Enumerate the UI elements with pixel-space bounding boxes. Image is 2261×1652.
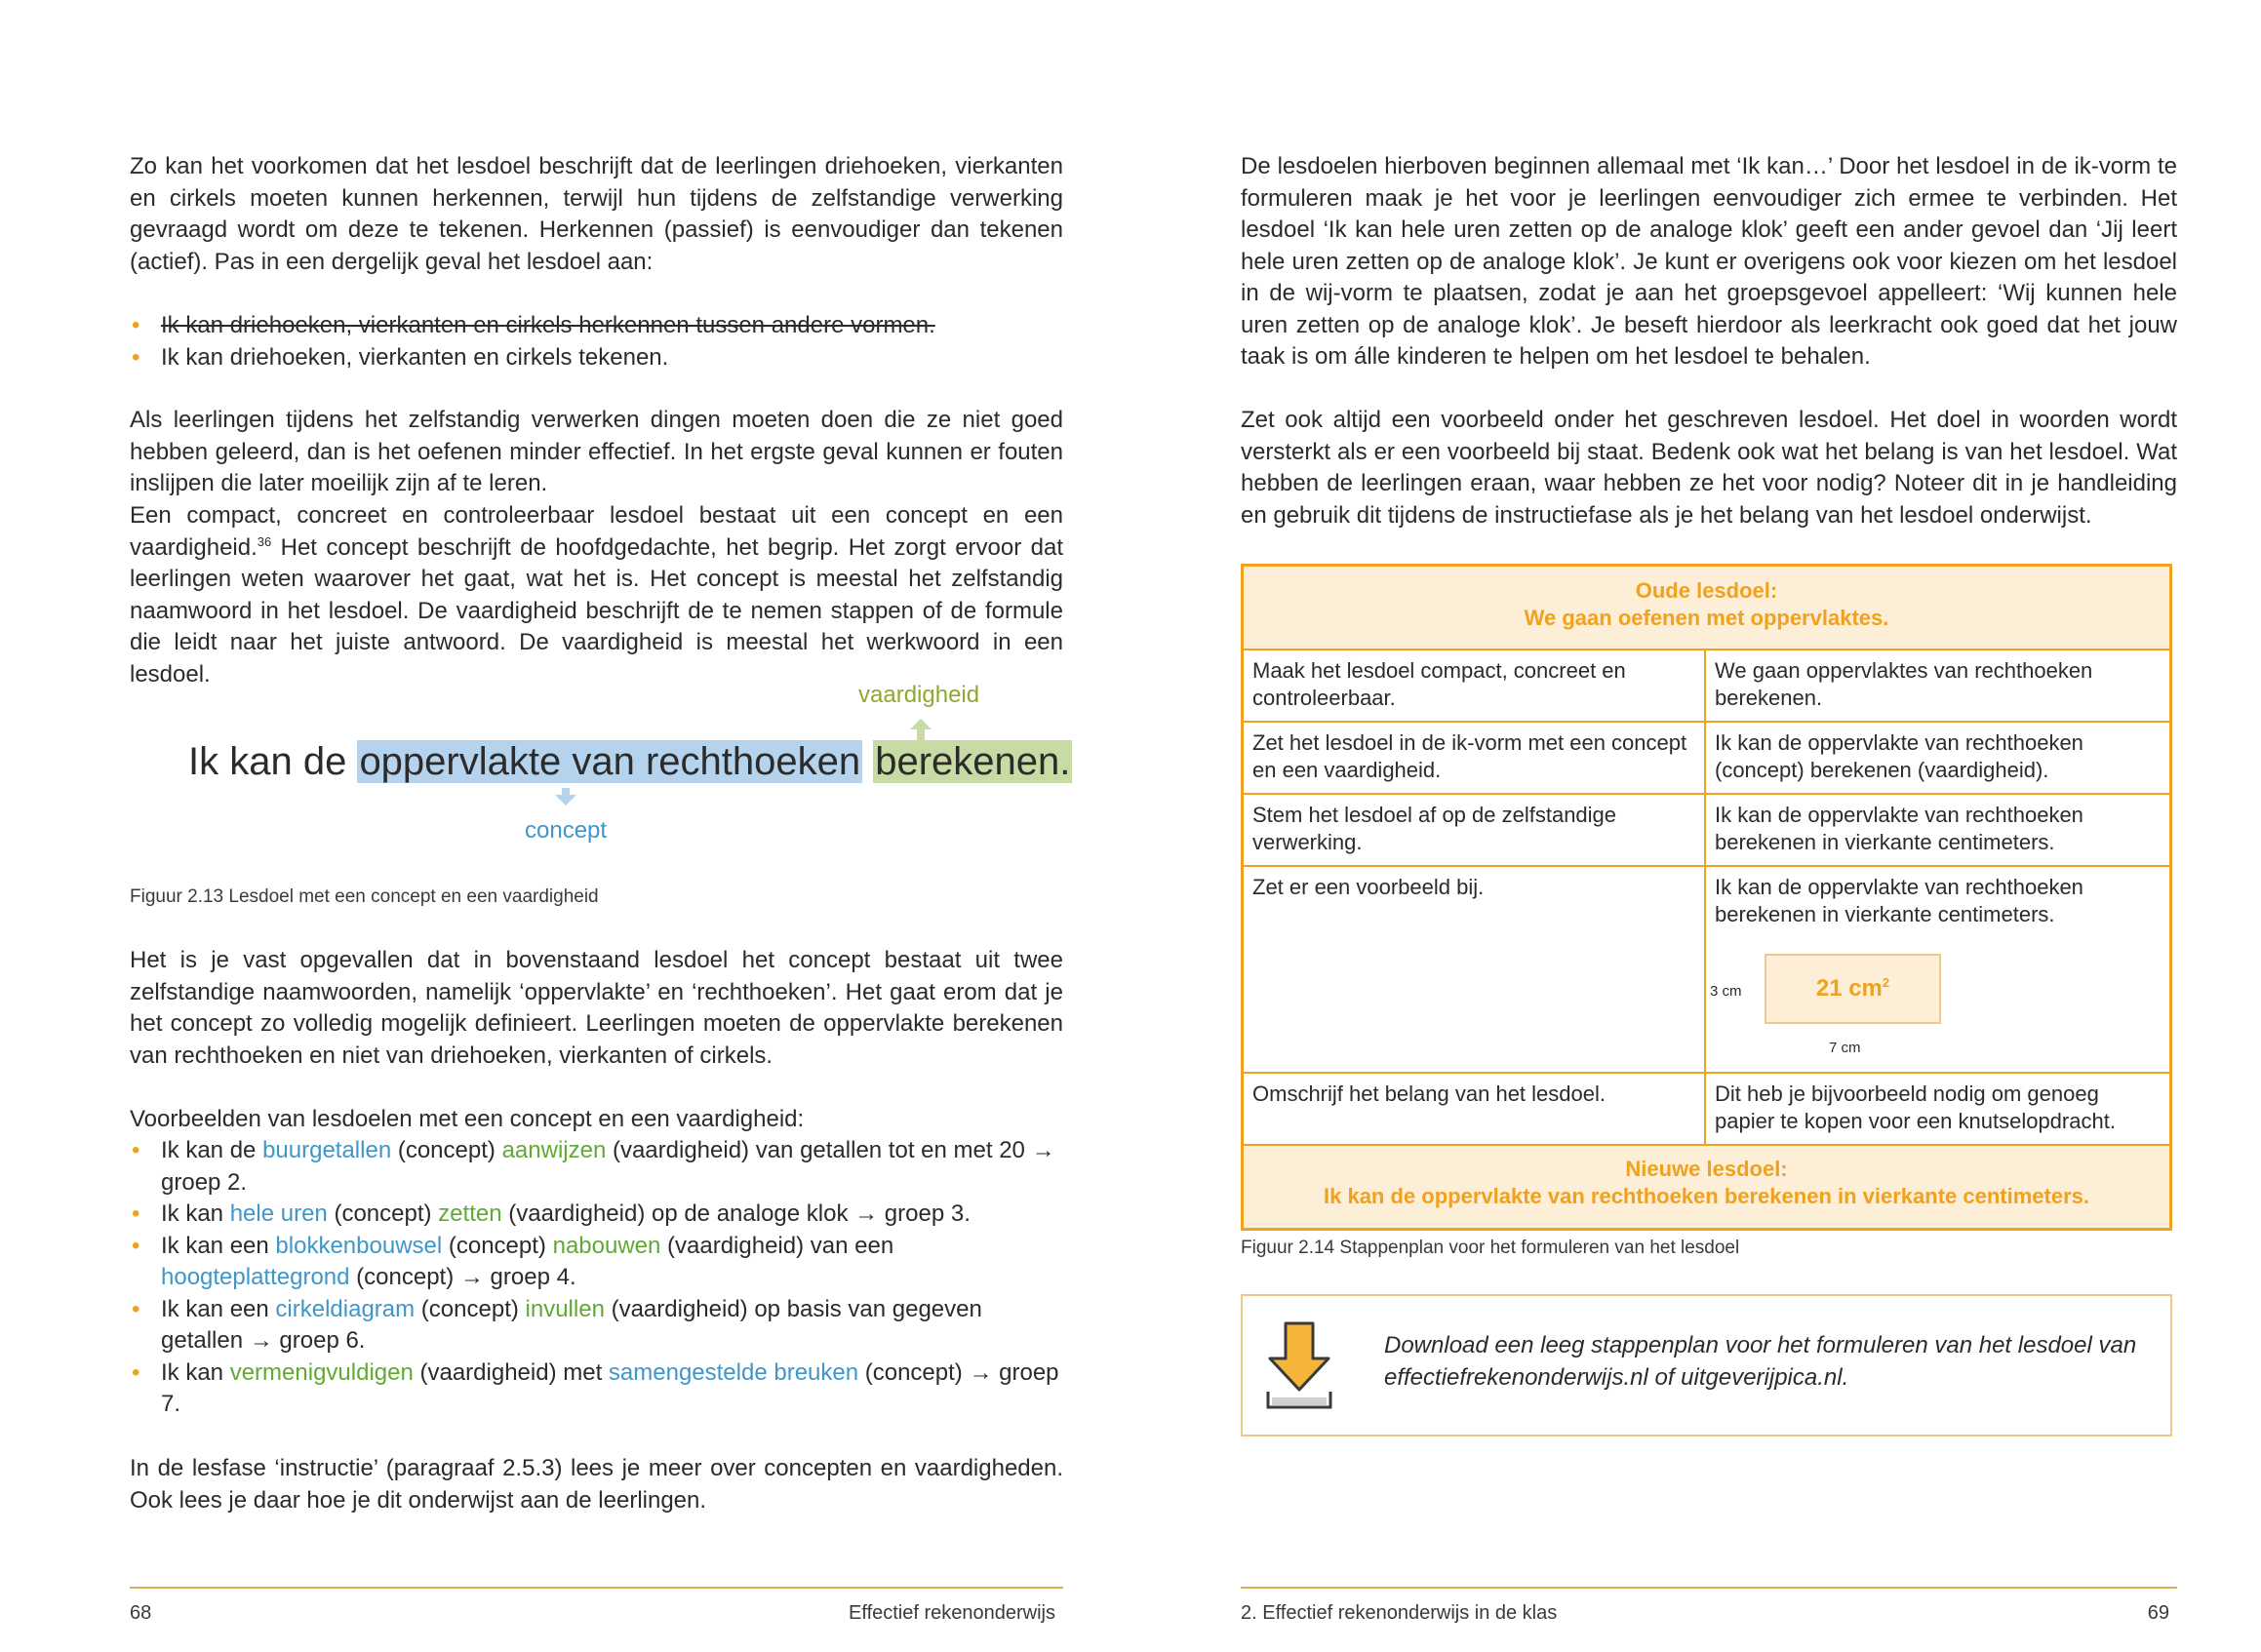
paragraph-concept-definition: Het is je vast opgevallen dat in bovenstaand lesdoel het concept bestaat uit twee zelfstandige naamwoorden, namelijk ‘oppervlakte’ en ‘rechthoeken’. Het gaat erom dat je het concept zo volledig mogelijk definieert. Leerlingen moeten de oppervlakte berekenen van rechthoeken en niet van driehoeken, vierkanten of cirkels. bbox=[130, 947, 1063, 1069]
paragraph-intro: Zo kan het voorkomen dat het lesdoel beschrijft dat de leerlingen driehoeken, vierkanten en cirkels moeten kunnen herkennen, terwijl hun tijdens de zelfstandige verwerking gevraagd wordt om deze te tekenen. Herkennen (passief) is eenvoudiger dan tekenen (actief). Pas in een dergelijk geval het lesdoel aan: bbox=[130, 153, 1063, 275]
paragraph-voorbeeld: Zet ook altijd een voorbeeld onder het geschreven lesdoel. Het doel in woorden wordt versterkt als er een voorbeeld bij staat. Bedenk ook wat het belang is van het lesdoel. Wat hebben de leerlingen eraan, waar hebben ze het voor nodig? Noteer dit in je handleiding en gebruik dit tijdens de instructiefase als je het belang van het lesdoel onderwijst. bbox=[1241, 407, 2177, 529]
label-concept: concept bbox=[525, 817, 608, 844]
rectangle-height-label: 3 cm bbox=[1710, 983, 1742, 1000]
bullet-item-new: • Ik kan driehoeken, vierkanten en cirkels tekenen. bbox=[130, 342, 1063, 374]
table-row bbox=[1244, 867, 2169, 1074]
arrow-down-icon bbox=[555, 795, 576, 806]
bullet-dot-icon: • bbox=[132, 312, 140, 338]
page-number: 69 bbox=[2147, 1602, 2169, 1624]
result-cell: Ik kan de oppervlakte van rechthoeken berekenen in vierkante centimeters. bbox=[1715, 803, 2083, 854]
bullet-item-struck: • Ik kan driehoeken, vierkanten en cirkels herkennen tussen andere vormen. bbox=[130, 310, 1063, 342]
result-cell: Ik kan de oppervlakte van rechthoeken (concept) berekenen (vaardigheid). bbox=[1715, 730, 2083, 782]
result-cell-example bbox=[1706, 867, 2169, 1072]
running-head: 2. Effectief rekenonderwijs in de klas bbox=[1241, 1602, 1558, 1624]
download-text: Download een leeg stappenplan voor het formuleren van het lesdoel van effectiefrekenonderwijs.nl of uitgeverijpica.nl. bbox=[1384, 1332, 2137, 1391]
paragraph-practice: Als leerlingen tijdens het zelfstandig verwerken dingen moeten doen die ze niet goed hebben geleerd, dan is het oefenen minder effectief. In het ergste geval kunnen er fouten inslijpen die later moeilijk zijn af te leren. bbox=[130, 407, 1063, 496]
bullet-list-shapes bbox=[130, 310, 1063, 374]
bullet-dot-icon: • bbox=[132, 343, 140, 371]
table-row bbox=[1244, 723, 2169, 795]
bullet-dot-icon: • bbox=[132, 1295, 140, 1322]
download-icon bbox=[1264, 1319, 1334, 1413]
step-cell: Zet het lesdoel in de ik-vorm met een concept en een vaardigheid. bbox=[1244, 723, 1706, 793]
step-cell: Maak het lesdoel compact, concreet en controleerbaar. bbox=[1244, 650, 1706, 721]
new-goal-label: Nieuwe lesdoel: bbox=[1625, 1157, 1788, 1181]
examples-list bbox=[130, 1135, 1063, 1421]
stappenplan-table bbox=[1241, 564, 2172, 1231]
example-item: • Ik kan hele uren (concept) zetten (vaardigheid) op de analoge klok → groep 3. bbox=[130, 1199, 1063, 1231]
new-goal-text: Ik kan de oppervlakte van rechthoeken berekenen in vierkante centimeters. bbox=[1324, 1184, 2089, 1208]
table-row bbox=[1244, 1074, 2169, 1146]
rectangle-width-label: 7 cm bbox=[1829, 1040, 1861, 1056]
running-head: Effectief rekenonderwijs bbox=[849, 1602, 1055, 1624]
example-item: • Ik kan de buurgetallen (concept) aanwijzen (vaardigheid) van getallen tot en met 20 → groep 2. bbox=[132, 1137, 1055, 1196]
paragraph-ik-vorm: De lesdoelen hierboven beginnen allemaal met ‘Ik kan…’ Door het lesdoel in de ik-vorm te formuleren maak je het voor je leerlingen eenvoudiger zich ermee te verbinden. Het lesdoel ‘Ik kan hele uren zetten op de analoge klok’ geeft een ander gevoel dan ‘Jij leert hele uren zetten op de analoge klok’. Je kunt er overigens ook voor kiezen om het lesdoel in de wij-vorm te plaatsen, zodat je aan het groepsgevoel appelleert: ‘Wij kunnen hele uren zetten op de analoge klok’. Je beseft hierdoor als leerkracht ook goed dat het jouw taak is om álle kinderen te helpen om het lesdoel te behalen. bbox=[1241, 153, 2177, 370]
table-row bbox=[1244, 650, 2169, 723]
download-box bbox=[1241, 1294, 2172, 1436]
result-cell: We gaan oppervlaktes van rechthoeken berekenen. bbox=[1715, 658, 2093, 710]
label-vaardigheid: vaardigheid bbox=[858, 682, 980, 708]
skill-highlight: berekenen. bbox=[875, 740, 1071, 783]
bullet-dot-icon: • bbox=[132, 1358, 140, 1386]
bullet-dot-icon: • bbox=[132, 1200, 140, 1227]
concept-highlight: oppervlakte van rechthoeken bbox=[359, 740, 861, 783]
footer-rule bbox=[1241, 1587, 2177, 1589]
area-exponent: 2 bbox=[1882, 975, 1890, 990]
page-number: 68 bbox=[130, 1602, 152, 1624]
example-item: • Ik kan een blokkenbouwsel (concept) nabouwen (vaardigheid) van een hoogteplattegrond (concept) → groep 4. bbox=[132, 1232, 894, 1290]
paragraph-instruction-ref: In de lesfase ‘instructie’ (paragraaf 2.5.3) lees je meer over concepten en vaardigheden. Ook lees je daar hoe je dit onderwijst aan de leerlingen. bbox=[130, 1455, 1063, 1514]
sentence-prefix: Ik kan de bbox=[188, 740, 358, 783]
paragraph-concept-skill: Een compact, concreet en controleerbaar lesdoel bestaat uit een concept en een vaardigheid.$^{36}$ Het concept beschrijft de hoofdgedachte, het begrip. Het zorgt ervoor dat leerlingen weten waarover het gaat, wat het is. Het concept is meestal het zelfstandig naamwoord in het lesdoel. De vaardigheid beschrijft de te nemen stappen of de formule die leidt naar het juiste antwoord. De vaardigheid is meestal het werkwoord in een lesdoel. bbox=[130, 502, 1063, 688]
result-cell: Dit heb je bijvoorbeeld nodig om genoeg papier te kopen voor een knutselopdracht. bbox=[1715, 1082, 2116, 1133]
bullet-dot-icon: • bbox=[132, 1232, 140, 1259]
example-item: • Ik kan een cirkeldiagram (concept) invullen (vaardigheid) op basis van gegeven getallen → groep 6. bbox=[132, 1295, 982, 1354]
right-page bbox=[1130, 0, 2261, 1652]
step-cell: Zet er een voorbeeld bij. bbox=[1244, 867, 1706, 1072]
bullet-dot-icon: • bbox=[132, 1137, 140, 1163]
figure-caption: Figuur 2.14 Stappenplan voor het formuleren van het lesdoel bbox=[1241, 1238, 1740, 1258]
step-cell: Omschrijf het belang van het lesdoel. bbox=[1244, 1074, 1706, 1144]
figure-caption: Figuur 2.13 Lesdoel met een concept en een vaardigheid bbox=[130, 886, 599, 907]
result-text: Ik kan de oppervlakte van rechthoeken berekenen in vierkante centimeters. bbox=[1715, 875, 2083, 926]
step-cell: Stem het lesdoel af op de zelfstandige verwerking. bbox=[1244, 795, 1706, 865]
paragraph-examples-intro: Voorbeelden van lesdoelen met een concept en een vaardigheid: bbox=[130, 1106, 805, 1132]
left-page bbox=[0, 0, 1130, 1652]
table-header bbox=[1244, 567, 2169, 650]
table-row bbox=[1244, 795, 2169, 867]
lesdoel-sentence bbox=[188, 735, 1072, 788]
footnote-ref: 36 bbox=[257, 533, 272, 549]
rectangle-example bbox=[1765, 954, 1941, 1024]
old-goal-text: We gaan oefenen met oppervlaktes. bbox=[1524, 606, 1889, 630]
table-footer bbox=[1244, 1146, 2169, 1228]
area-value: 21 cm bbox=[1815, 975, 1883, 1002]
example-item: • Ik kan vermenigvuldigen (vaardigheid) met samengestelde breuken (concept) → groep 7. bbox=[132, 1358, 1059, 1417]
footer-rule bbox=[130, 1587, 1063, 1589]
old-goal-label: Oude lesdoel: bbox=[1635, 578, 1778, 603]
